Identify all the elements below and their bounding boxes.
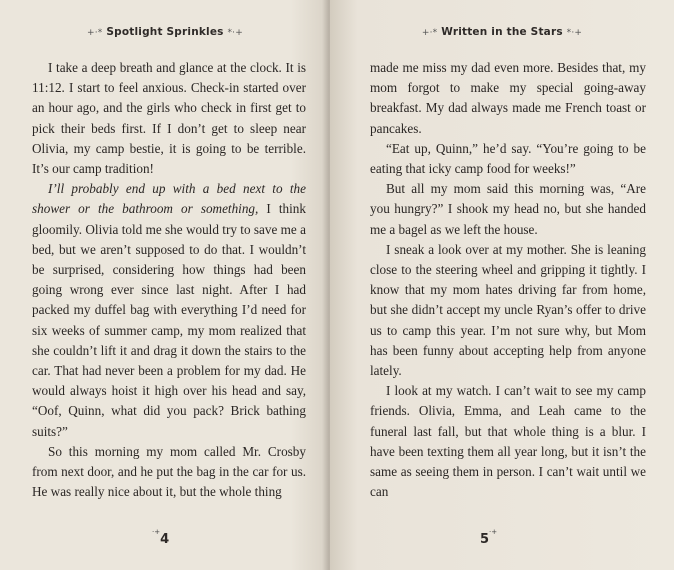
paragraph: I look at my watch. I can’t wait to see my camp friends. Olivia, Emma, and Leah came to the funeral last fall, but that whole thing is a blur. I have been texting them all year long, but it isn’t the same as seeing them in person. I can’t wait until we can: [370, 383, 646, 500]
paragraph: But all my mom said this morning was, “Are you hungry?” I shook my head no, but she handed me a bagel as we left the house.: [370, 181, 646, 237]
sparkle-icon: ·+: [489, 528, 498, 536]
left-body-text: [32, 58, 306, 502]
sparkle-icon: +·*: [86, 28, 103, 38]
paragraph: I take a deep breath and glance at the clock. It is 11:12. I start to feel anxious. Check-in started over an hour ago, and the girls who check in first get to pick their beds first. If I don’t get to sleep near Olivia, my camp bestie, it is going to be terrible. It’s our camp tradition!: [32, 60, 306, 177]
right-body-text: [370, 58, 646, 502]
paragraph: So this morning my mom called Mr. Crosby from next door, and he put the bag in the car for us. He was really nice about it, but the whole thing: [32, 443, 306, 500]
sparkle-icon: *·+: [566, 28, 583, 38]
right-running-header: [330, 26, 674, 38]
sparkle-icon: *·+: [227, 28, 243, 38]
paragraph: “Eat up, Quinn,” he’d say. “You’re going to be eating that icky camp food for weeks!”: [370, 140, 646, 177]
right-page: [330, 0, 674, 570]
sparkle-icon: +·*: [421, 28, 438, 38]
left-page-number: [152, 528, 169, 547]
right-header-title: Written in the Stars: [441, 26, 563, 38]
paragraph-italic-thought: [32, 179, 306, 442]
left-page: [0, 0, 330, 570]
paragraph: I sneak a look over at my mother. She is leaning close to the steering wheel and gripping it tightly. I know that my mom hates driving far from home, but she didn’t accept my uncle Ryan’s offer to drive us to camp this year. I’m not sure why, but Mom has been funny about accepting help from anyone lately.: [370, 241, 646, 379]
italic-thought: I’ll probably end up with a bed next to the shower or the bathroom or something,: [32, 181, 306, 217]
page-number-value: 4: [160, 532, 170, 547]
sparkle-icon: ·+: [152, 528, 161, 536]
page-number-value: 5: [480, 532, 490, 547]
paragraph-continued: made me miss my dad even more. Besides that, my mom forgot to make my special going-away breakfast. My dad always made me French toast or pancakes.: [370, 60, 646, 136]
right-page-number: [480, 528, 497, 547]
left-running-header: [0, 26, 330, 38]
left-header-title: Spotlight Sprinkles: [106, 26, 224, 38]
paragraph-continuation: I think gloomily. Olivia told me she would try to save me a bed, but we aren’t supposed to do that. I wouldn’t be surprised, considering how things had been going wrong ever since last night. After I had packed my duffel bag with everything I’d need for six weeks of summer camp, my mom realized that she couldn’t lift it and drag it down the stairs to the car. That had never been a problem for my dad. He would always hoist it high over his head and say, “Oof, Quinn, what did you pack? Brick bathing suits?”: [32, 201, 306, 439]
